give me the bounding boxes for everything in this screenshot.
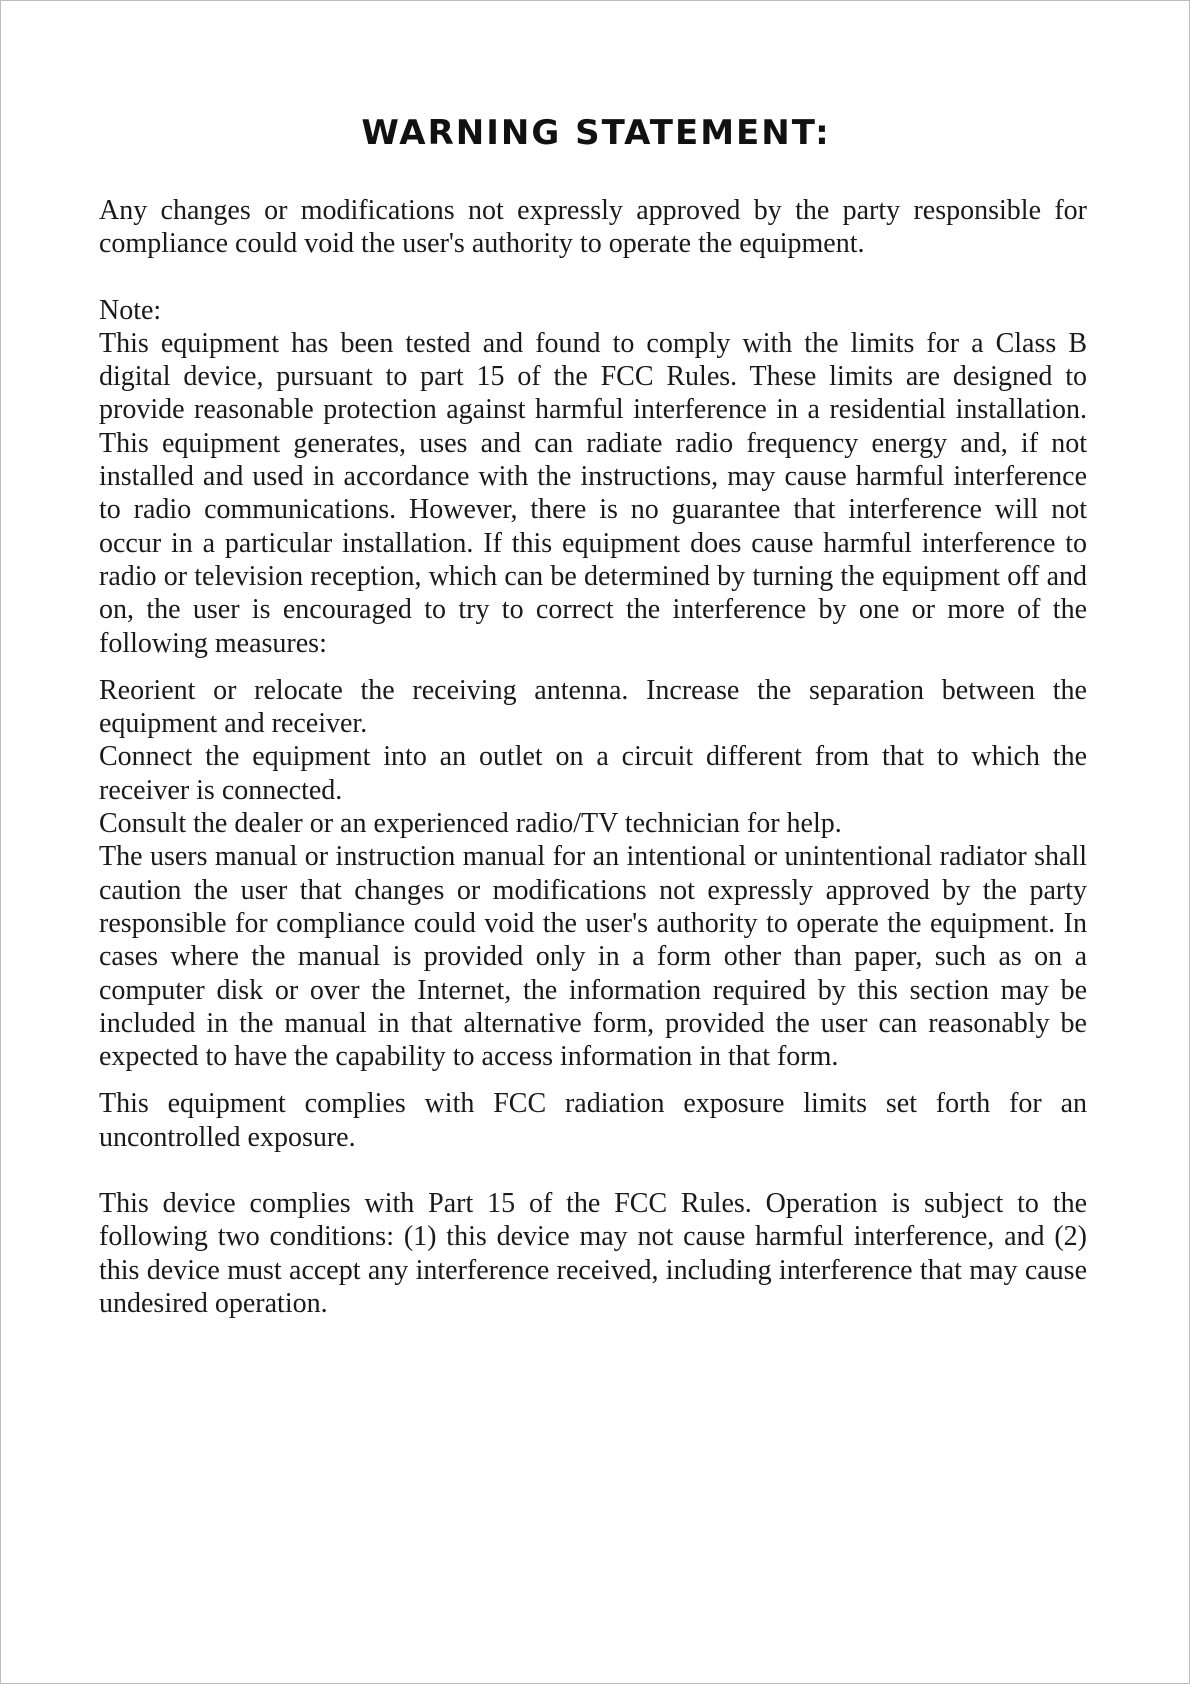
measure-item: The users manual or instruction manual for an intentional or unintentional radiator shall caution the user that changes or modifications not expressly approved by the party responsible for compliance could void the user's authority to operate the equipment. In cases where the manual is provided only in a form other than paper, such as on a computer disk or over the Internet, the information required by this section may be included in the manual in that alternative form, provided the user can reasonably be expected to have the capability to access information in that form.: [99, 841, 1087, 1073]
measure-item: Reorient or relocate the receiving antenna. Increase the separation between the equipment and receiver.: [99, 674, 1087, 740]
measure-item: Consult the dealer or an experienced radio/TV technician for help.: [99, 808, 842, 840]
radiation-paragraph: This equipment complies with FCC radiation exposure limits set forth for an uncontrolled exposure.: [99, 1088, 1087, 1153]
document-body: [99, 194, 1087, 1320]
note-paragraph: This equipment has been tested and found to comply with the limits for a Class B digital device, pursuant to part 15 of the FCC Rules. These limits are designed to provide reasonable protection against harmful interference in a residential installation. This equipment generates, uses and can radiate radio frequency energy and, if not installed and used in accordance with the instructions, may cause harmful interference to radio communications. However, there is no guarantee that interference will not occur in a particular installation. If this equipment does cause harmful interference to radio or television reception, which can be determined by turning the equipment off and on, the user is encouraged to try to correct the interference by one or more of the following measures:: [99, 327, 1087, 659]
page-title: WARNING STATEMENT:: [361, 113, 831, 153]
note-label: Note:: [99, 294, 162, 326]
intro-paragraph: Any changes or modifications not expressly approved by the party responsible for compliance could void the user's authority to operate the equipment.: [99, 195, 1087, 260]
part15-paragraph: This device complies with Part 15 of the FCC Rules. Operation is subject to the following two conditions: (1) this device may not cause harmful interference, and (2) this device must accept any interference received, including interference that may cause undesired operation.: [99, 1188, 1087, 1319]
measure-item: Connect the equipment into an outlet on a circuit different from that to which the receiver is connected.: [99, 741, 1087, 806]
